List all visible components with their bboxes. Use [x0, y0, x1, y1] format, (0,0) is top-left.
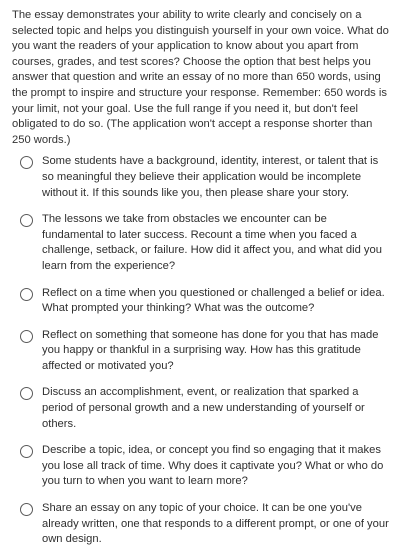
essay-instructions: The essay demonstrates your ability to write clearly and concisely on a selected topic and helps you distinguish yourself in your own voice. What do you want the readers of your application to know about you apart from courses, grades, and test scores? Choose the option that best helps you answer that question and write an essay of no more than 650 words, using the prompt to inspire and structure your response. Remember: 650 words is your limit, not your goal. Use the full range if you need it, but don't feel obligated to do so. (The application won't accept a response shorter than 250 words.): [12, 9, 389, 146]
prompt-option-5[interactable]: [12, 385, 391, 432]
prompt-option-text: Share an essay on any topic of your choice. It can be one you've already written, one that responds to a different prompt, or one of your own design.: [42, 502, 389, 546]
radio-button-unselected-icon[interactable]: [20, 503, 33, 516]
radio-button-unselected-icon[interactable]: [20, 387, 33, 400]
prompt-option-1[interactable]: [12, 154, 391, 201]
radio-button-unselected-icon[interactable]: [20, 288, 33, 301]
prompt-option-text: Reflect on something that someone has done for you that has made you happy or thankful in a surprising way. How has this gratitude affected or motivated you?: [42, 328, 379, 372]
essay-prompt-options: [12, 154, 391, 547]
prompt-option-3[interactable]: [12, 286, 391, 317]
radio-button-unselected-icon[interactable]: [20, 156, 33, 169]
prompt-option-2[interactable]: [12, 212, 391, 274]
radio-button-unselected-icon[interactable]: [20, 445, 33, 458]
prompt-option-text: Discuss an accomplishment, event, or realization that sparked a period of personal growth and a new understanding of yourself or others.: [42, 386, 365, 430]
prompt-option-text: Reflect on a time when you questioned or challenged a belief or idea. What prompted your thinking? What was the outcome?: [42, 286, 385, 315]
prompt-option-text: Some students have a background, identity, interest, or talent that is so meaningful they believe their application would be incomplete without it. If this sounds like you, then please share your story.: [42, 155, 379, 199]
radio-button-unselected-icon[interactable]: [20, 330, 33, 343]
radio-button-unselected-icon[interactable]: [20, 214, 33, 227]
prompt-option-4[interactable]: [12, 328, 391, 375]
prompt-option-text: The lessons we take from obstacles we encounter can be fundamental to later success. Recount a time when you faced a challenge, setback, or failure. How did it affect you, and what did you learn from the experience?: [42, 213, 382, 272]
prompt-option-text: Describe a topic, idea, or concept you find so engaging that it makes you lose all track of time. Why does it captivate you? What or who do you turn to when you want to learn more?: [42, 444, 384, 488]
prompt-option-6[interactable]: [12, 443, 391, 490]
prompt-option-7[interactable]: [12, 501, 391, 548]
